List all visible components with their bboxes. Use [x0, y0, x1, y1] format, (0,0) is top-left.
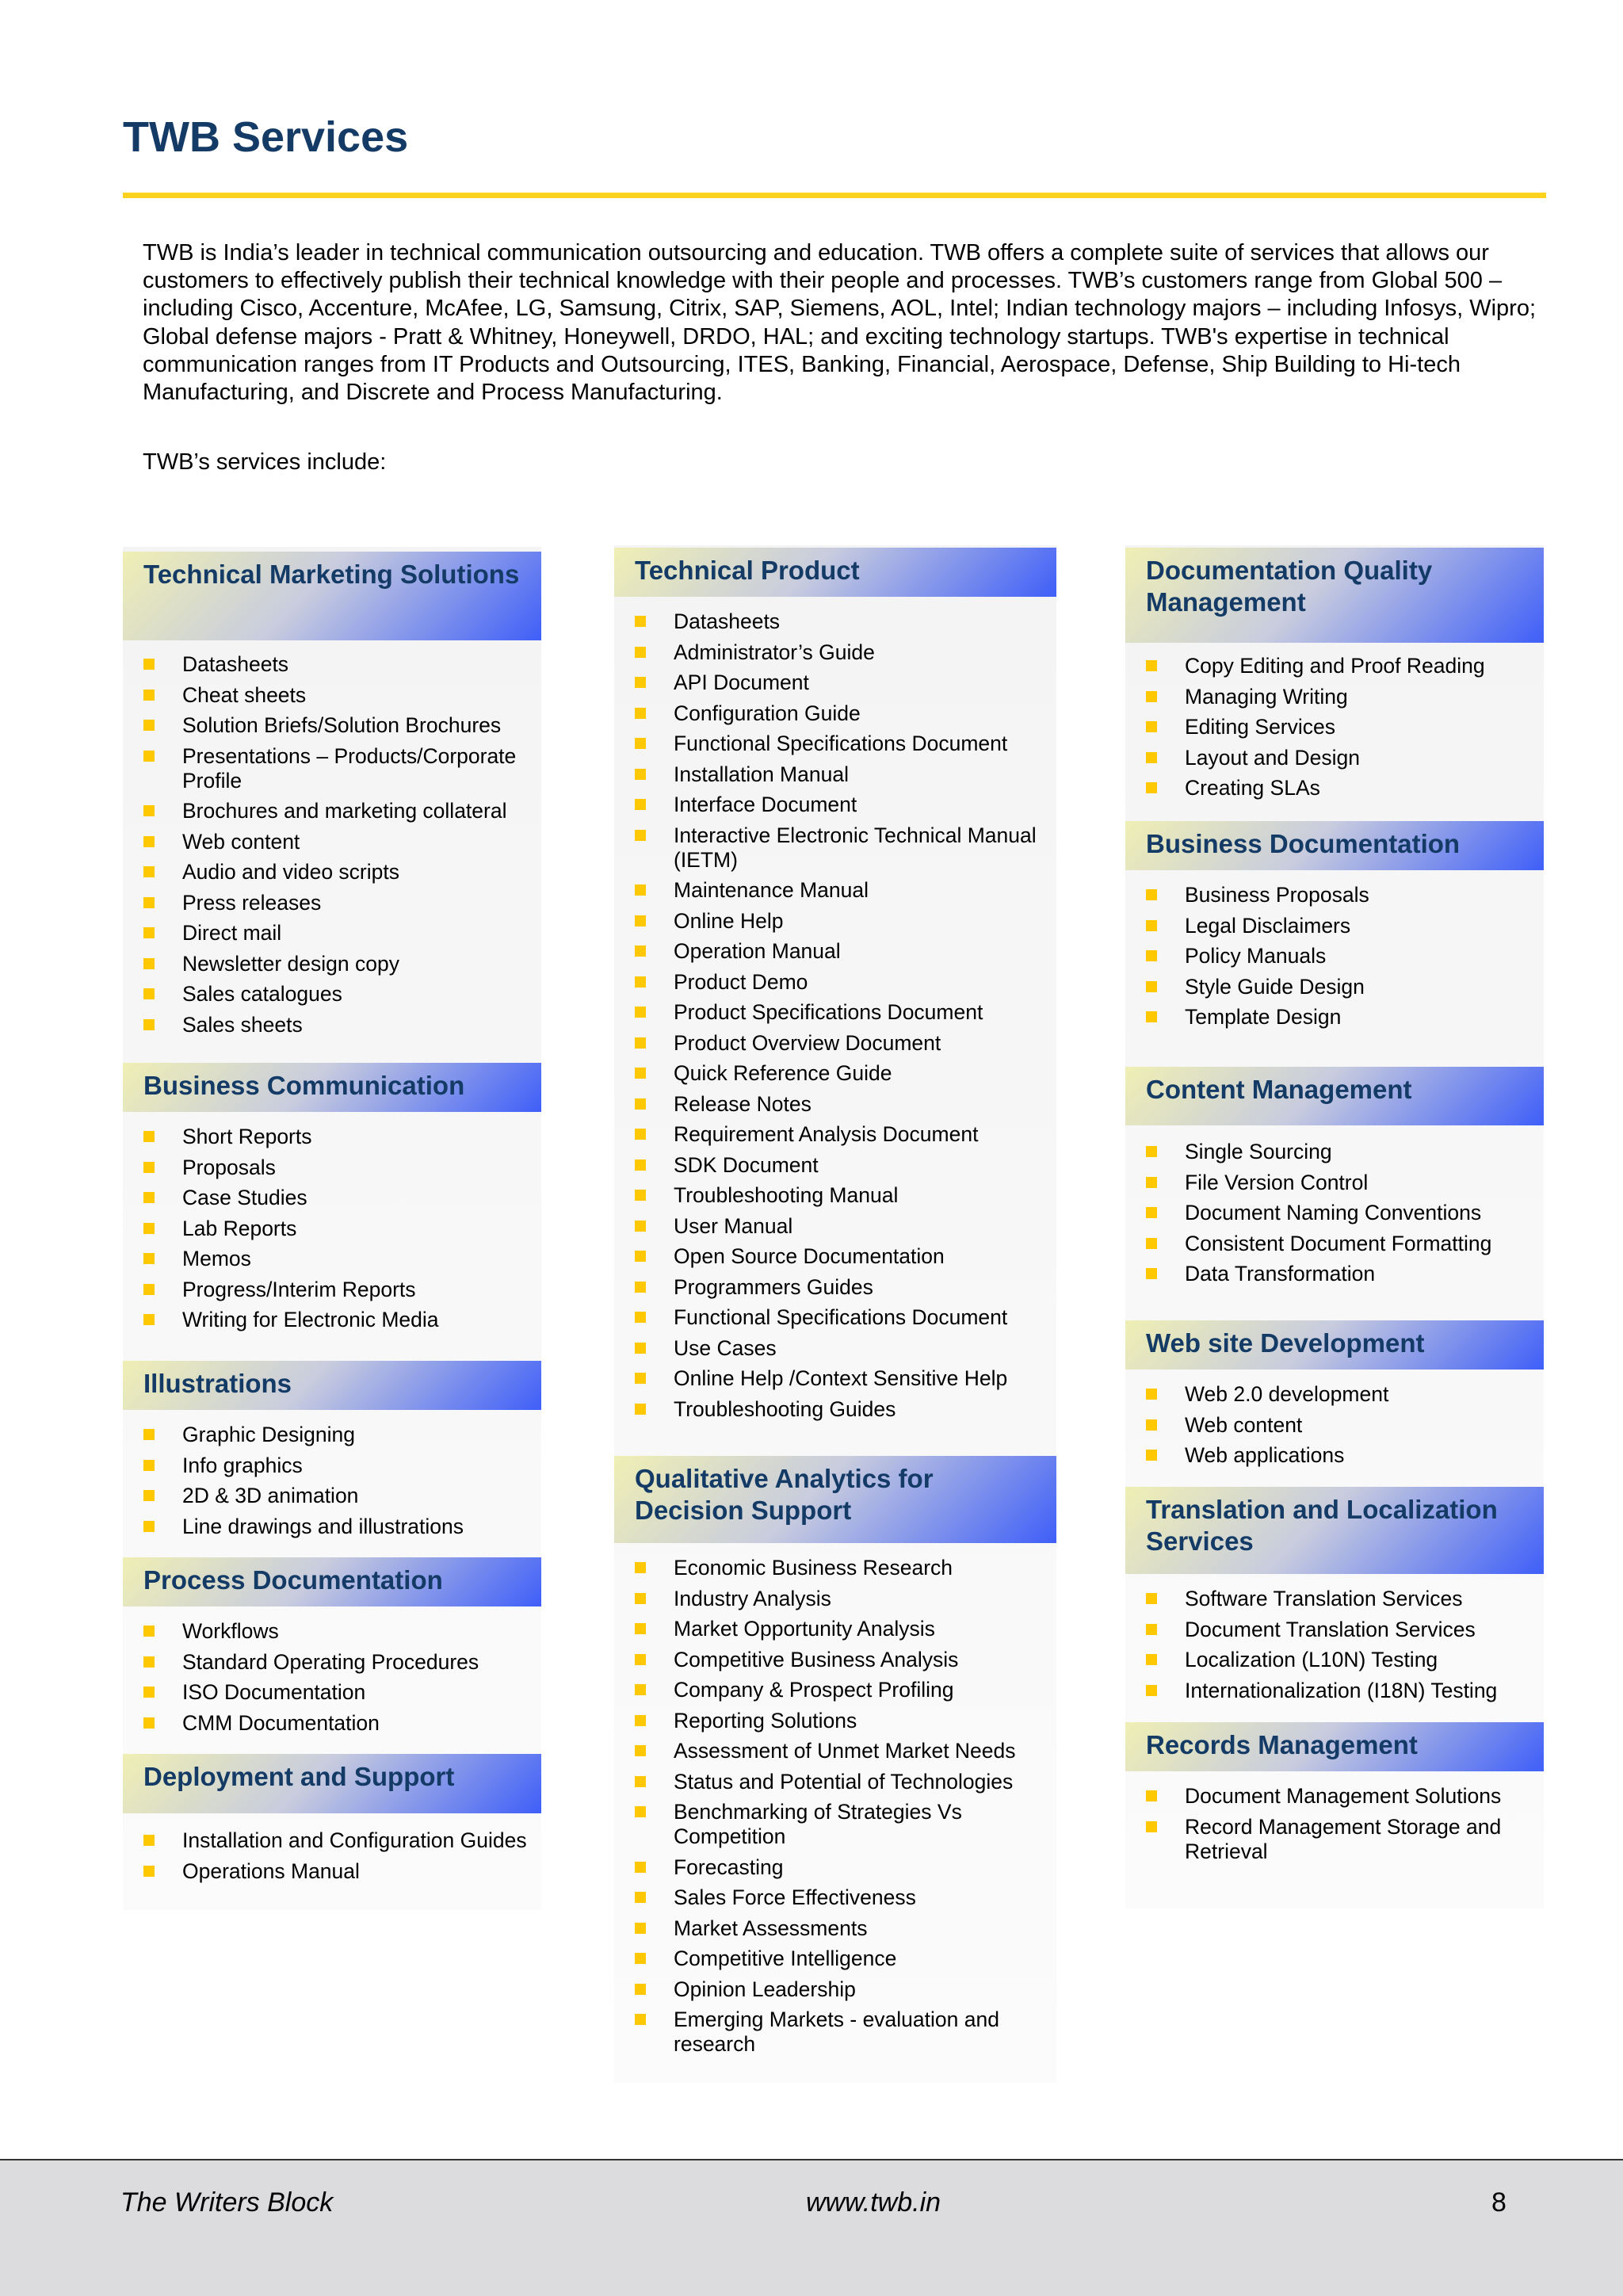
list-item: Software Translation Services	[1125, 1587, 1544, 1611]
list-item: Web applications	[1125, 1443, 1544, 1468]
list-item: Economic Business Research	[614, 1556, 1056, 1580]
list-item: Presentations – Products/Corporate Profile	[123, 744, 541, 793]
list-item: Product Demo	[614, 970, 1056, 995]
list-item: Forecasting	[614, 1855, 1056, 1880]
list-item: Template Design	[1125, 1005, 1544, 1030]
list-item: Web 2.0 development	[1125, 1382, 1544, 1407]
list-web-site-development	[1125, 1382, 1544, 1474]
list-item: Creating SLAs	[1125, 776, 1544, 800]
list-item: Policy Manuals	[1125, 944, 1544, 968]
title-rule	[123, 193, 1546, 198]
list-item: Troubleshooting Guides	[614, 1397, 1056, 1422]
list-item: Sales catalogues	[123, 982, 541, 1007]
list-item: Standard Operating Procedures	[123, 1650, 541, 1675]
list-item: Consistent Document Formatting	[1125, 1232, 1544, 1256]
list-item: Layout and Design	[1125, 746, 1544, 770]
list-item: Datasheets	[123, 652, 541, 677]
section-heading-records-management: Records Management	[1125, 1722, 1544, 1771]
list-item: Operations Manual	[123, 1859, 541, 1884]
list-item: Installation Manual	[614, 762, 1056, 787]
list-item: Localization (L10N) Testing	[1125, 1648, 1544, 1672]
list-item: Internationalization (I18N) Testing	[1125, 1679, 1544, 1703]
list-item: Newsletter design copy	[123, 952, 541, 976]
list-records-management	[1125, 1784, 1544, 1870]
section-heading-documentation-quality: Documentation Quality Management	[1125, 548, 1544, 643]
list-item: Lab Reports	[123, 1217, 541, 1241]
list-item: Quick Reference Guide	[614, 1061, 1056, 1086]
list-item: Memos	[123, 1247, 541, 1271]
list-item: File Version Control	[1125, 1171, 1544, 1195]
list-item: Industry Analysis	[614, 1587, 1056, 1611]
list-item: Progress/Interim Reports	[123, 1278, 541, 1302]
list-item: SDK Document	[614, 1153, 1056, 1178]
list-item: Line drawings and illustrations	[123, 1515, 541, 1539]
list-item: User Manual	[614, 1214, 1056, 1239]
list-illustrations	[123, 1423, 541, 1545]
list-item: Document Management Solutions	[1125, 1784, 1544, 1809]
list-content-management	[1125, 1140, 1544, 1293]
section-heading-deployment-support: Deployment and Support	[123, 1754, 541, 1813]
services-column-1	[123, 547, 541, 1910]
list-item: Copy Editing and Proof Reading	[1125, 654, 1544, 678]
list-technical-product	[614, 609, 1056, 1427]
list-item: Record Management Storage and Retrieval	[1125, 1815, 1544, 1864]
list-item: Proposals	[123, 1156, 541, 1180]
list-technical-marketing	[123, 652, 541, 1043]
list-item: Workflows	[123, 1619, 541, 1644]
list-item: Interface Document	[614, 793, 1056, 817]
list-item: Use Cases	[614, 1336, 1056, 1361]
list-business-documentation	[1125, 883, 1544, 1036]
list-item: Opinion Leadership	[614, 1977, 1056, 2002]
list-item: Business Proposals	[1125, 883, 1544, 907]
list-item: Document Naming Conventions	[1125, 1201, 1544, 1225]
list-item: API Document	[614, 670, 1056, 695]
list-item: Market Opportunity Analysis	[614, 1617, 1056, 1641]
list-item: Administrator’s Guide	[614, 640, 1056, 665]
list-item: Open Source Documentation	[614, 1244, 1056, 1269]
footer-company-name: The Writers Block	[120, 2187, 334, 2218]
list-item: Audio and video scripts	[123, 860, 541, 884]
list-item: Brochures and marketing collateral	[123, 799, 541, 823]
section-heading-qualitative-analytics: Qualitative Analytics for Decision Support	[614, 1456, 1056, 1543]
page-footer	[0, 2159, 1623, 2296]
list-item: Competitive Business Analysis	[614, 1648, 1056, 1672]
list-item: Info graphics	[123, 1454, 541, 1478]
list-translation-localization	[1125, 1587, 1544, 1709]
list-business-communication	[123, 1125, 541, 1339]
list-item: Reporting Solutions	[614, 1709, 1056, 1733]
list-item: Single Sourcing	[1125, 1140, 1544, 1164]
list-item: Sales sheets	[123, 1013, 541, 1037]
section-heading-business-communication: Business Communication	[123, 1063, 541, 1112]
section-heading-technical-product: Technical Product	[614, 548, 1056, 597]
list-item: Datasheets	[614, 609, 1056, 634]
list-item: Online Help	[614, 909, 1056, 934]
list-item: Web content	[1125, 1413, 1544, 1438]
list-item: Cheat sheets	[123, 683, 541, 708]
section-heading-web-site-development: Web site Development	[1125, 1320, 1544, 1370]
section-heading-technical-marketing: Technical Marketing Solutions	[123, 552, 541, 640]
list-item: Direct mail	[123, 921, 541, 946]
list-item: CMM Documentation	[123, 1711, 541, 1736]
list-item: Legal Disclaimers	[1125, 914, 1544, 938]
list-item: Case Studies	[123, 1186, 541, 1210]
list-item: Product Specifications Document	[614, 1000, 1056, 1025]
list-item: Sales Force Effectiveness	[614, 1885, 1056, 1910]
list-item: Functional Specifications Document	[614, 732, 1056, 756]
list-documentation-quality	[1125, 654, 1544, 807]
section-heading-process-documentation: Process Documentation	[123, 1557, 541, 1606]
list-item: Editing Services	[1125, 715, 1544, 739]
services-column-3	[1125, 545, 1544, 1908]
list-item: Data Transformation	[1125, 1262, 1544, 1286]
list-item: Document Translation Services	[1125, 1618, 1544, 1642]
list-item: ISO Documentation	[123, 1680, 541, 1705]
page-number: 8	[1491, 2187, 1507, 2218]
list-item: Release Notes	[614, 1092, 1056, 1117]
list-deployment-support	[123, 1828, 541, 1889]
page-title: TWB Services	[123, 113, 409, 161]
list-item: Status and Potential of Technologies	[614, 1770, 1056, 1794]
list-item: Troubleshooting Manual	[614, 1183, 1056, 1208]
list-item: Interactive Electronic Technical Manual (IETM)	[614, 823, 1056, 873]
list-item: Writing for Electronic Media	[123, 1308, 541, 1332]
list-item: Style Guide Design	[1125, 975, 1544, 999]
services-column-2	[614, 545, 1056, 2083]
list-item: Online Help /Context Sensitive Help	[614, 1366, 1056, 1391]
section-heading-illustrations: Illustrations	[123, 1361, 541, 1410]
intro-paragraph: TWB is India’s leader in technical communication outsourcing and education. TWB offers a complete suite of services that allows our customers to effectively publish their technical knowledge with their people and processes. TWB’s customers range from Global 500 – including Cisco, Accenture, McAfee, LG, Samsung, Citrix, SAP, Siemens, AOL, Intel; Indian technology majors – including Infosys, Wipro; Global defense majors - Pratt & Whitney, Honeywell, DRDO, HAL; and exciting technology startups. TWB's expertise in technical communication ranges from IT Products and Outsourcing, ITES, Banking, Financial, Aerospace, Defense, Ship Building to Hi-tech Manufacturing, and Discrete and Process Manufacturing.	[143, 240, 1537, 406]
list-item: Managing Writing	[1125, 685, 1544, 709]
intro-lead: TWB’s services include:	[143, 449, 387, 475]
list-item: Web content	[123, 830, 541, 854]
footer-website-link[interactable]: www.twb.in	[806, 2187, 941, 2218]
list-item: Press releases	[123, 891, 541, 915]
list-qualitative-analytics	[614, 1556, 1056, 2063]
list-item: Maintenance Manual	[614, 878, 1056, 903]
list-item: Emerging Markets - evaluation and research	[614, 2008, 1056, 2057]
list-item: Requirement Analysis Document	[614, 1122, 1056, 1147]
section-heading-business-documentation: Business Documentation	[1125, 821, 1544, 870]
list-item: Operation Manual	[614, 939, 1056, 964]
list-process-documentation	[123, 1619, 541, 1741]
list-item: Installation and Configuration Guides	[123, 1828, 541, 1853]
list-item: Assessment of Unmet Market Needs	[614, 1739, 1056, 1763]
list-item: Functional Specifications Document	[614, 1305, 1056, 1330]
list-item: Benchmarking of Strategies Vs Competition	[614, 1800, 1056, 1849]
list-item: Short Reports	[123, 1125, 541, 1149]
section-heading-content-management: Content Management	[1125, 1067, 1544, 1125]
list-item: Configuration Guide	[614, 701, 1056, 726]
list-item: Solution Briefs/Solution Brochures	[123, 713, 541, 738]
list-item: 2D & 3D animation	[123, 1484, 541, 1508]
list-item: Company & Prospect Profiling	[614, 1678, 1056, 1702]
list-item: Market Assessments	[614, 1916, 1056, 1941]
list-item: Competitive Intelligence	[614, 1946, 1056, 1971]
list-item: Programmers Guides	[614, 1275, 1056, 1300]
section-heading-translation-localization: Translation and Localization Services	[1125, 1487, 1544, 1574]
list-item: Product Overview Document	[614, 1031, 1056, 1056]
list-item: Graphic Designing	[123, 1423, 541, 1447]
